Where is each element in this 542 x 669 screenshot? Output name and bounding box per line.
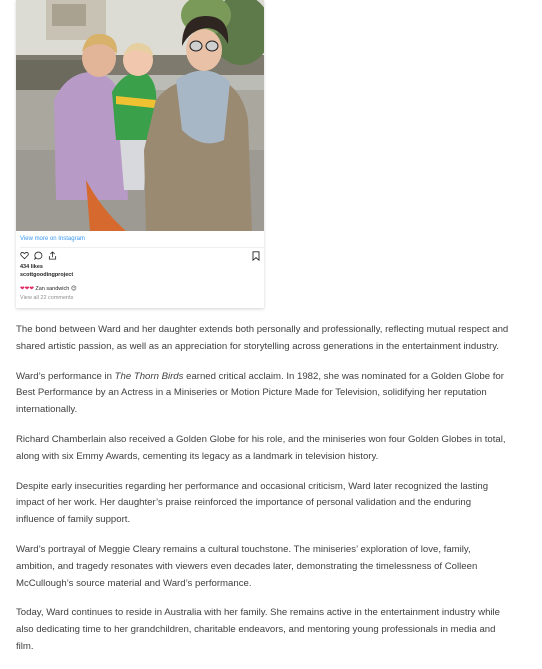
show-title: The Thorn Birds (114, 370, 184, 382)
paragraph-text: earned critical acclaim. In 1982, she was nominated for a Golden Globe for Best Performance by an Actress in a Miniseries or Motion Picture Made for Television, solidifying her reputation internationally. (16, 370, 504, 416)
bookmark-icon[interactable] (252, 251, 260, 261)
comment-hearts: ❤❤❤ (20, 286, 34, 292)
comment-icon[interactable] (34, 251, 43, 260)
top-comment (20, 286, 77, 292)
article-paragraph: Despite early insecurities regarding her performance and occasional criticism, Ward later recognized the lasting impact of her work. Her daughter’s praise reinforced the importance of personal validation and the enduring influence of family support. (16, 480, 489, 526)
view-all-comments-link[interactable]: View all 22 comments (20, 295, 74, 301)
heart-icon[interactable] (20, 251, 29, 260)
instagram-embed (16, 0, 264, 308)
family-photo-image (16, 0, 264, 231)
post-actions (20, 251, 57, 261)
article-paragraph: Today, Ward continues to reside in Australia with her family. She remains active in the entertainment industry while also dedicating time to her grandchildren, charitable endeavors, and mentoring young professionals in media and film. (16, 607, 500, 652)
article-paragraph: Richard Chamberlain also received a Golden Globe for his role, and the miniseries won four Golden Globes in total, along with six Emmy Awards, cementing its legacy as a landmark in television history. (16, 433, 506, 462)
post-username[interactable]: scottgoodingproject (20, 272, 74, 278)
share-icon[interactable] (48, 251, 57, 260)
article-paragraph: The bond between Ward and her daughter extends both personally and professionally, reflecting mutual respect and shared artistic passion, as well as an appreciation for storytelling across generations in the entertainment industry. (16, 324, 509, 352)
divider (20, 247, 264, 248)
comment-text: Zan sandwich 😊 (35, 286, 77, 292)
article-body (16, 322, 512, 669)
likes-count: 434 likes (20, 264, 43, 270)
paragraph-text: Ward’s performance in (16, 370, 115, 382)
instagram-photo[interactable] (16, 0, 264, 231)
article-paragraph: Ward’s portrayal of Meggie Cleary remains a cultural touchstone. The miniseries’ exploration of love, family, ambition, and tragedy resonates with viewers even decades later, demonstrating the timelessness of Colleen McCullough’s source material and Ward’s performance. (16, 543, 478, 589)
view-more-on-instagram-link[interactable]: View more on Instagram (20, 236, 85, 242)
article-paragraph (16, 369, 512, 419)
